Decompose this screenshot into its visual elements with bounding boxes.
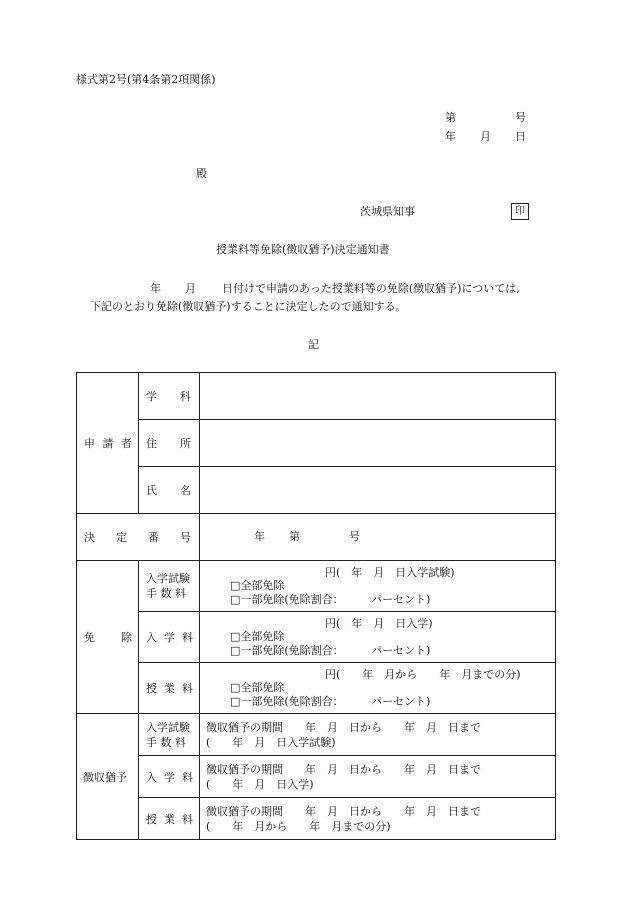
full-exemption-checkbox[interactable]: □全部免除 [230, 630, 285, 644]
label-char: 番 [148, 531, 159, 544]
address-field[interactable] [200, 420, 556, 467]
label-char: 申 [84, 437, 95, 450]
partial-exemption-checkbox[interactable]: □一部免除(免除割合： パーセント) [230, 694, 431, 708]
deferral-admission-label [139, 756, 200, 798]
full-exemption-checkbox[interactable]: □全部免除 [230, 681, 285, 695]
label-char: 料 [182, 812, 193, 826]
deferral-tuition-label [139, 798, 200, 840]
exemption-exam-fee-field[interactable] [200, 561, 556, 612]
partial-exemption-checkbox[interactable]: □一部免除(免除割合： パーセント) [230, 592, 431, 606]
decision-year: 年 [254, 530, 265, 543]
label-char: 除 [121, 631, 132, 644]
label-char: 名 [180, 484, 191, 497]
form-id: 様式第2号(第4条第2項関係) [76, 73, 216, 86]
label-char: 授 [146, 812, 157, 826]
body-line1: 日付けで申請のあった授業料等の免除(徴収猶予)については, [222, 282, 520, 295]
seal-stamp: 印 [511, 203, 529, 220]
label-char: 所 [180, 437, 191, 450]
decision-dai: 第 [289, 530, 300, 543]
partial-exemption-checkbox[interactable]: □一部免除(免除割合： パーセント) [230, 643, 431, 657]
deferral-note: ( 年 月から 年 月までの分) [206, 819, 391, 833]
decision-go: 号 [349, 530, 360, 543]
name-label [139, 467, 200, 514]
label-char: 料 [182, 631, 193, 644]
exemption-admission-field[interactable] [200, 612, 556, 663]
deferral-admission-field[interactable] [200, 756, 556, 798]
label-char: 科 [180, 390, 191, 403]
document-title: 授業料等免除(徴収猶予)決定通知書 [216, 243, 390, 256]
deferral-tuition-field[interactable] [200, 798, 556, 840]
deferral-exam-fee-field[interactable] [200, 714, 556, 756]
deferral-period: 徴収猶予の期間 年 月 日から 年 月 日まで [206, 804, 481, 818]
issuer: 茨城県知事 [360, 205, 415, 218]
exemption-admission-label [139, 612, 200, 663]
doc-number-go: 号 [515, 111, 526, 124]
amount-line: 円( 年 月 日入学) [325, 616, 433, 630]
deferral-period: 徴収猶予の期間 年 月 日から 年 月 日まで [206, 720, 481, 734]
exemption-tuition-label [139, 663, 200, 714]
label-char: 号 [180, 531, 191, 544]
label-char: 定 [116, 531, 127, 544]
body-year: 年 [150, 282, 161, 295]
label-char: 料 [182, 682, 193, 695]
deferral-exam-fee-label [139, 714, 200, 756]
label-char: 請 [102, 437, 114, 450]
amount-line: 円( 年 月 日入学試験) [325, 565, 455, 579]
decision-number-field[interactable] [200, 514, 556, 561]
dept-label [139, 373, 200, 420]
label-char: 料 [182, 770, 193, 784]
deferral-note: ( 年 月 日入学試験) [206, 735, 336, 749]
label-char: 免 [84, 631, 95, 644]
label-char: 業 [164, 812, 175, 826]
applicant-label [77, 373, 139, 514]
label-char: 者 [121, 437, 132, 450]
label-line: 手 数 料 [146, 587, 186, 600]
date-day: 日 [515, 130, 526, 143]
deferral-note: ( 年 月 日入学) [206, 777, 314, 791]
label-line: 入学試験 [146, 720, 190, 734]
label-line: 手 数 料 [146, 735, 186, 749]
label-line: 入学試験 [146, 572, 190, 585]
label-char: 決 [84, 531, 95, 544]
body-line2: 下記のとおり免除(徴収猶予)することに決定したので通知する。 [90, 300, 407, 313]
label-char: 授 [146, 682, 157, 695]
label-char: 業 [164, 682, 175, 695]
exemption-exam-fee-label [139, 561, 200, 612]
label-char: 学 [164, 631, 175, 644]
name-field[interactable] [200, 467, 556, 514]
exemption-tuition-field[interactable] [200, 663, 556, 714]
decision-label [77, 514, 200, 561]
date-year: 年 [445, 130, 456, 143]
doc-number-dai: 第 [445, 111, 456, 124]
deferral-period: 徴収猶予の期間 年 月 日から 年 月 日まで [206, 762, 481, 776]
exemption-label [77, 561, 139, 714]
decision-table [76, 372, 556, 840]
address-label [139, 420, 200, 467]
full-exemption-checkbox[interactable]: □全部免除 [230, 579, 285, 593]
label-char: 氏 [146, 484, 157, 497]
label-char: 学 [146, 390, 157, 403]
ki-heading: 記 [308, 338, 319, 351]
label-char: 入 [146, 631, 157, 644]
label-char: 入 [146, 770, 157, 784]
body-month: 月 [185, 282, 196, 295]
date-month: 月 [480, 130, 491, 143]
deferral-label [77, 714, 139, 840]
addressee-suffix: 殿 [196, 167, 207, 180]
deferral-label-text: 徴収猶予 [83, 770, 127, 784]
amount-line: 円( 年 月から 年 月までの分) [325, 667, 521, 681]
label-char: 住 [146, 437, 157, 450]
dept-field[interactable] [200, 373, 556, 420]
label-char: 学 [164, 770, 175, 784]
